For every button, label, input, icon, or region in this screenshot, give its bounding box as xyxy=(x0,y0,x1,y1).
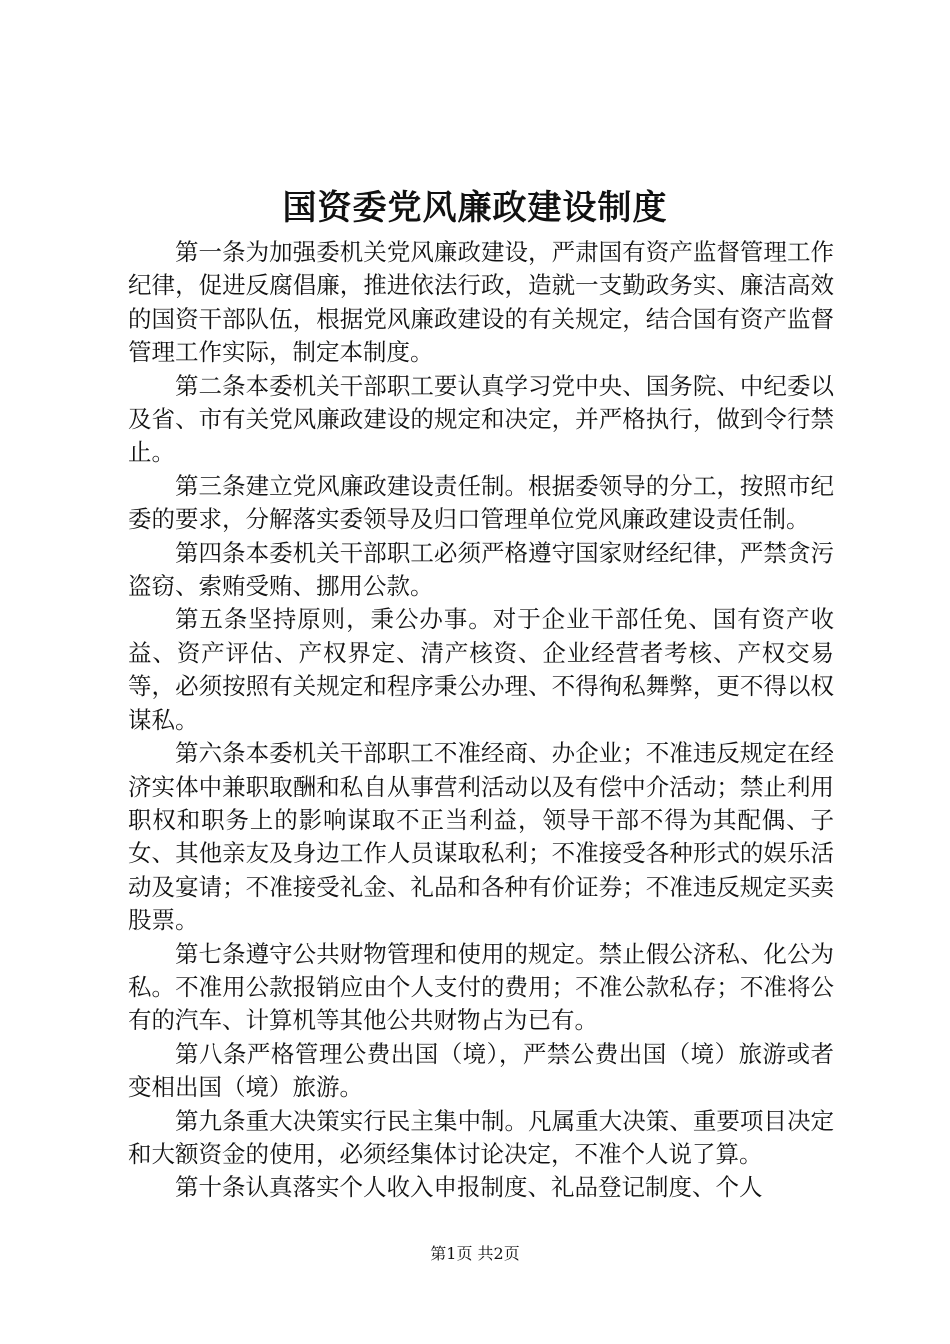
article-10: 第十条认真落实个人收入申报制度、礼品登记制度、个人 xyxy=(175,1173,763,1202)
article-6: 第六条本委机关干部职工不准经商、办企业；不准违反规定在经济实体中兼职取酬和私自从事营利活动以及有偿中介活动；禁止利用职权和职务上的影响谋取不正当利益，领导干部不得为其配偶、子女、其他亲友及身边工作人员谋取私利；不准接受各种形式的娱乐活动及宴请；不准接受礼金、礼品和各种有价证券；不准违反规定买卖股票。 xyxy=(128,739,834,935)
document-title: 国资委党风廉政建设制度 xyxy=(282,188,668,228)
page-footer: 第1页 共2页 xyxy=(430,1244,520,1263)
article-9: 第九条重大决策实行民主集中制。凡属重大决策、重要项目决定和大额资金的使用，必须经集体讨论决定，不准个人说了算。 xyxy=(128,1106,834,1168)
article-3: 第三条建立党风廉政建设责任制。根据委领导的分工，按照市纪委的要求，分解落实委领导及归口管理单位党风廉政建设责任制。 xyxy=(128,471,834,534)
article-8: 第八条严格管理公费出国（境），严禁公费出国（境）旅游或者变相出国（境）旅游。 xyxy=(128,1039,834,1102)
article-2: 第二条本委机关干部职工要认真学习党中央、国务院、中纪委以及省、市有关党风廉政建设的规定和决定，并严格执行，做到令行禁止。 xyxy=(128,371,834,467)
article-1: 第一条为加强委机关党风廉政建设，严肃国有资产监督管理工作纪律，促进反腐倡廉，推进依法行政，造就一支勤政务实、廉洁高效的国资干部队伍，根据党风廉政建设的有关规定，结合国有资产监督管理工作实际，制定本制度。 xyxy=(128,238,834,367)
document-body xyxy=(128,236,834,1205)
article-5: 第五条坚持原则，秉公办事。对于企业干部任免、国有资产收益、资产评估、产权界定、清产核资、企业经营者考核、产权交易等，必须按照有关规定和程序秉公办理、不得徇私舞弊，更不得以权谋私。 xyxy=(128,605,834,734)
article-7: 第七条遵守公共财物管理和使用的规定。禁止假公济私、化公为私。不准用公款报销应由个人支付的费用；不准公款私存；不准将公有的汽车、计算机等其他公共财物占为已有。 xyxy=(128,939,834,1035)
article-4: 第四条本委机关干部职工必须严格遵守国家财经纪律，严禁贪污盗窃、索贿受贿、挪用公款。 xyxy=(128,538,834,601)
